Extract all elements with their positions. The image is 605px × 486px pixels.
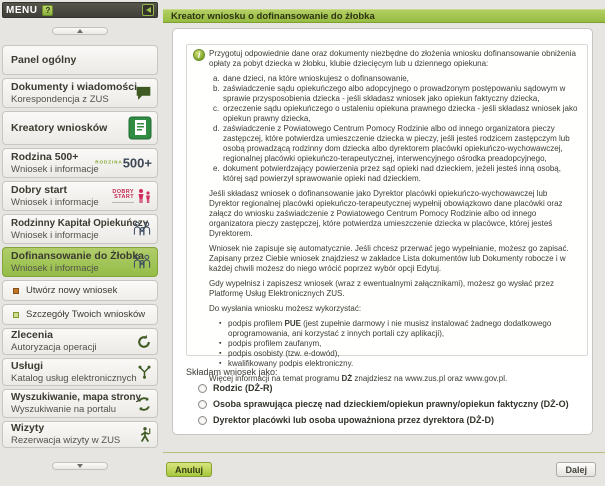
- sidebar-item-label: Kreatory wniosków: [11, 121, 108, 134]
- list-item: ▪ podpis profilem PUE (jest zupełnie darmowy i nie musisz instalować żadnego dodatkowego oprogramowania, ani korzystać z innych portali czy aplikacji),: [219, 319, 578, 339]
- zus-url: www.zus.pl: [405, 374, 446, 383]
- list-item: b. zaświadczenie sądu opiekuńczego albo adopcyjnego o prowadzonym postępowaniu sądowym w sprawie przysposobienia dziecka - jeśli składasz wniosek jako opiekun faktyczny dziecka,: [213, 84, 566, 103]
- rodzina-500plus-logo: [95, 157, 152, 170]
- sidebar-item-sublabel: Rezerwacja wizyty w ZUS: [11, 435, 121, 446]
- role-section: [186, 367, 582, 431]
- menu-title: MENU: [6, 4, 38, 16]
- sidebar-item-sublabel: Wniosek i informacje: [11, 163, 99, 175]
- required-documents-list: [213, 74, 578, 184]
- family-icon: [132, 221, 152, 237]
- sidebar-item-rodzina-500plus[interactable]: [2, 148, 158, 178]
- list-item: c. orzeczenie sądu opiekuńczego o ustaleniu opiekuna prawnego dziecka - jeśli składasz wniosek jako opiekun prawny dziecka,: [213, 104, 578, 123]
- sidebar-item-sublabel: Katalog usług elektronicznych: [11, 372, 137, 384]
- walking-person-icon: [138, 426, 152, 443]
- next-button[interactable]: Dalej: [556, 462, 596, 477]
- sidebar-item-sublabel: Autoryzacja operacji: [11, 342, 97, 353]
- sidebar-item-dokumenty[interactable]: [2, 78, 158, 108]
- logo-text: RODZINA: [95, 159, 123, 165]
- page-title: Kreator wniosku o dofinansowanie do żłobka: [171, 10, 375, 22]
- menu-scroll-up[interactable]: [52, 27, 108, 35]
- menu-header: [2, 2, 158, 18]
- green-square-bullet-icon: [13, 312, 19, 318]
- info-director-paragraph: Jeśli składasz wniosek o dofinansowanie jako Dyrektor placówki opiekuńczo-wychowawczej lub Dyrektor regionalnej placówki opiekuńczo-terapeutycznej wypełnij obowiązkowo dane placówki oraz załącz do wniosku zaświadczenie z Powiatowego Centrum Pomocy Rodzinie albo od innego organizatora pieczy zastępczej, które potwierdza umieszczenie dziecka w placówce, której jesteś Dyrektorem.: [209, 189, 563, 238]
- info-sending-intro: Do wysłania wniosku możesz wykorzystać:: [209, 304, 362, 313]
- sidebar-item-label: Rodzina 500+: [11, 150, 79, 163]
- form-wizard-icon: [128, 116, 152, 140]
- arrow-down-icon: [77, 464, 83, 468]
- list-item: ▪ kwalifikowany podpis elektroniczny.: [219, 359, 578, 369]
- sidebar-subitem-label: Utwórz nowy wniosek: [26, 285, 118, 296]
- sidebar-item-sublabel: Wyszukiwanie na portalu: [11, 404, 116, 415]
- more-info-line: Więcej informacji na temat programu DŻ znajdziesz na www.zus.pl oraz www.gov.pl.: [209, 374, 508, 383]
- sidebar-item-sublabel: Wniosek i informacje: [11, 262, 99, 274]
- sidebar-item-wizyty[interactable]: [2, 421, 158, 448]
- logo-text: START: [114, 194, 134, 200]
- sidebar-item-label: Wyszukiwanie, mapa strony: [11, 392, 141, 403]
- logo-text: 500+: [122, 155, 152, 171]
- sidebar-item-label: Rodzinny Kapitał Opiekuńczy: [11, 217, 149, 229]
- speech-bubble-icon: [135, 86, 152, 101]
- list-item: a. dane dzieci, na które wnioskujesz o dofinansowanie,: [213, 74, 409, 83]
- sidebar-item-kreatory[interactable]: [2, 111, 158, 145]
- menu-scroll-down[interactable]: [52, 462, 108, 470]
- list-item: e. dokument potwierdzający powierzenia przez sąd opieki nad dzieckiem, jeżeli jesteś inną osobą, której sąd powierzył sprawowanie opieki nad dzieckiem.: [213, 164, 561, 183]
- footer-divider: [163, 452, 605, 453]
- sidebar-item-sublabel: Wniosek i informacje: [11, 229, 99, 241]
- chevron-left-icon: [146, 7, 151, 13]
- sidebar-subitem-utworz-wniosek[interactable]: [2, 280, 158, 301]
- sidebar-item-panel-ogolny[interactable]: [2, 45, 158, 75]
- radio-rodzic[interactable]: [198, 384, 207, 393]
- list-item: ▪ podpis profilem zaufanym,: [219, 339, 578, 349]
- two-people-icon: [136, 188, 152, 204]
- sidebar-item-label: Dofinansowanie do Żłobka: [11, 249, 145, 262]
- sidebar-item-label: Usługi: [11, 359, 44, 372]
- role-section-label: Składam wniosek jako:: [186, 367, 278, 377]
- list-item: ▪ podpis osobisty (tzw. e-dowód),: [219, 349, 578, 359]
- info-send-paragraph: Gdy wypełnisz i zapiszesz wniosek (wraz z ewentualnymi załącznikami), możesz go wysłać przez Platformę Usług Elektronicznych ZUS.: [209, 279, 555, 298]
- role-option-dyrektor[interactable]: [198, 415, 582, 425]
- radio-label: Rodzic (DŻ-R): [213, 383, 273, 393]
- orange-square-bullet-icon: [13, 288, 19, 294]
- sidebar-collapse-button[interactable]: [142, 4, 154, 16]
- dobry-start-logo: [112, 188, 152, 204]
- radio-label: Dyrektor placówki lub osoba upoważniona przez dyrektora (DŻ-D): [213, 415, 495, 425]
- sidebar-subitem-szczegoly-wnioskow[interactable]: [2, 304, 158, 325]
- sync-arrows-icon: [136, 396, 152, 412]
- info-autosave-paragraph: Wniosek nie zapisuje się automatycznie. Jeśli chcesz przerwać jego wypełnianie, możesz go zapisać. Zapisany przez Ciebie wniosek znajdziesz w zakładce Lista dokumentów lub Dokumenty robocze i w każdej chwili możesz do niego wrócić poprzez wybór opcji Edytuj.: [209, 244, 569, 273]
- radio-label: Osoba sprawująca pieczę nad dzieckiem/opiekun prawny/opiekun faktyczny (DŻ-O): [213, 399, 569, 409]
- cancel-button[interactable]: Anuluj: [166, 462, 212, 477]
- info-icon: i: [193, 49, 205, 61]
- role-option-opiekun[interactable]: [198, 399, 582, 409]
- sidebar-item-dobry-start[interactable]: [2, 181, 158, 211]
- logo-text: DOBRY: [112, 188, 134, 195]
- sidebar-item-dofinansowanie-zlobek[interactable]: [2, 247, 158, 277]
- radio-dyrektor[interactable]: [198, 416, 207, 425]
- services-branch-icon: [137, 365, 152, 380]
- role-option-rodzic[interactable]: [198, 383, 582, 393]
- page-title-bar: [163, 9, 605, 23]
- sidebar-subitem-label: Szczegóły Twoich wniosków: [26, 309, 146, 320]
- sidebar-item-label: Panel ogólny: [11, 53, 77, 66]
- sidebar-item-rodzinny-kapital[interactable]: [2, 214, 158, 244]
- sidebar-item-uslugi[interactable]: [2, 358, 158, 386]
- sidebar-item-label: Zlecenia: [11, 329, 54, 341]
- redo-arrow-icon: [136, 334, 152, 350]
- sidebar-item-wyszukiwanie[interactable]: [2, 389, 158, 418]
- arrow-up-icon: [77, 29, 83, 33]
- info-intro: Przygotuj odpowiednie dane oraz dokumenty niezbędne do złożenia wniosku dofinansowanie obniżenia opłaty za pobyt dziecka w żłobku, klubie dziecięcym lub u dziennego opiekuna:: [209, 49, 576, 68]
- sidebar-item-zlecenia[interactable]: [2, 328, 158, 355]
- gov-url: www.gov.pl: [465, 374, 505, 383]
- sidebar: [2, 2, 158, 480]
- sidebar-item-sublabel: Wniosek i informacje: [11, 196, 99, 208]
- content-panel: [172, 28, 593, 435]
- radio-opiekun[interactable]: [198, 400, 207, 409]
- family-icon: [132, 254, 152, 270]
- sidebar-item-label: Wizyty: [11, 422, 45, 434]
- signature-options-list: [219, 319, 578, 369]
- sidebar-item-sublabel: Korespondencja z ZUS: [11, 93, 109, 105]
- sidebar-item-label: Dobry start: [11, 183, 68, 196]
- list-item: d. zaświadczenie z Powiatowego Centrum Pomocy Rodzinie albo od innego organizatora pieczy zastępczej, które potwierdza umieszczenie dziecka w pieczy, jeśli jesteś rodzicem zastępczym lub osobą prowadzącą rodzinny dom dziecka albo dyrektorem placówki opiekuńczo-wychowawczej, regionalnej placówki opiekuńczo-terapeutycznej, interwencyjnego ośrodka preadopcyjnego,: [213, 124, 570, 163]
- help-icon[interactable]: ?: [42, 5, 53, 16]
- sidebar-item-label: Dokumenty i wiadomości: [11, 80, 138, 93]
- logo-rule: [112, 202, 134, 203]
